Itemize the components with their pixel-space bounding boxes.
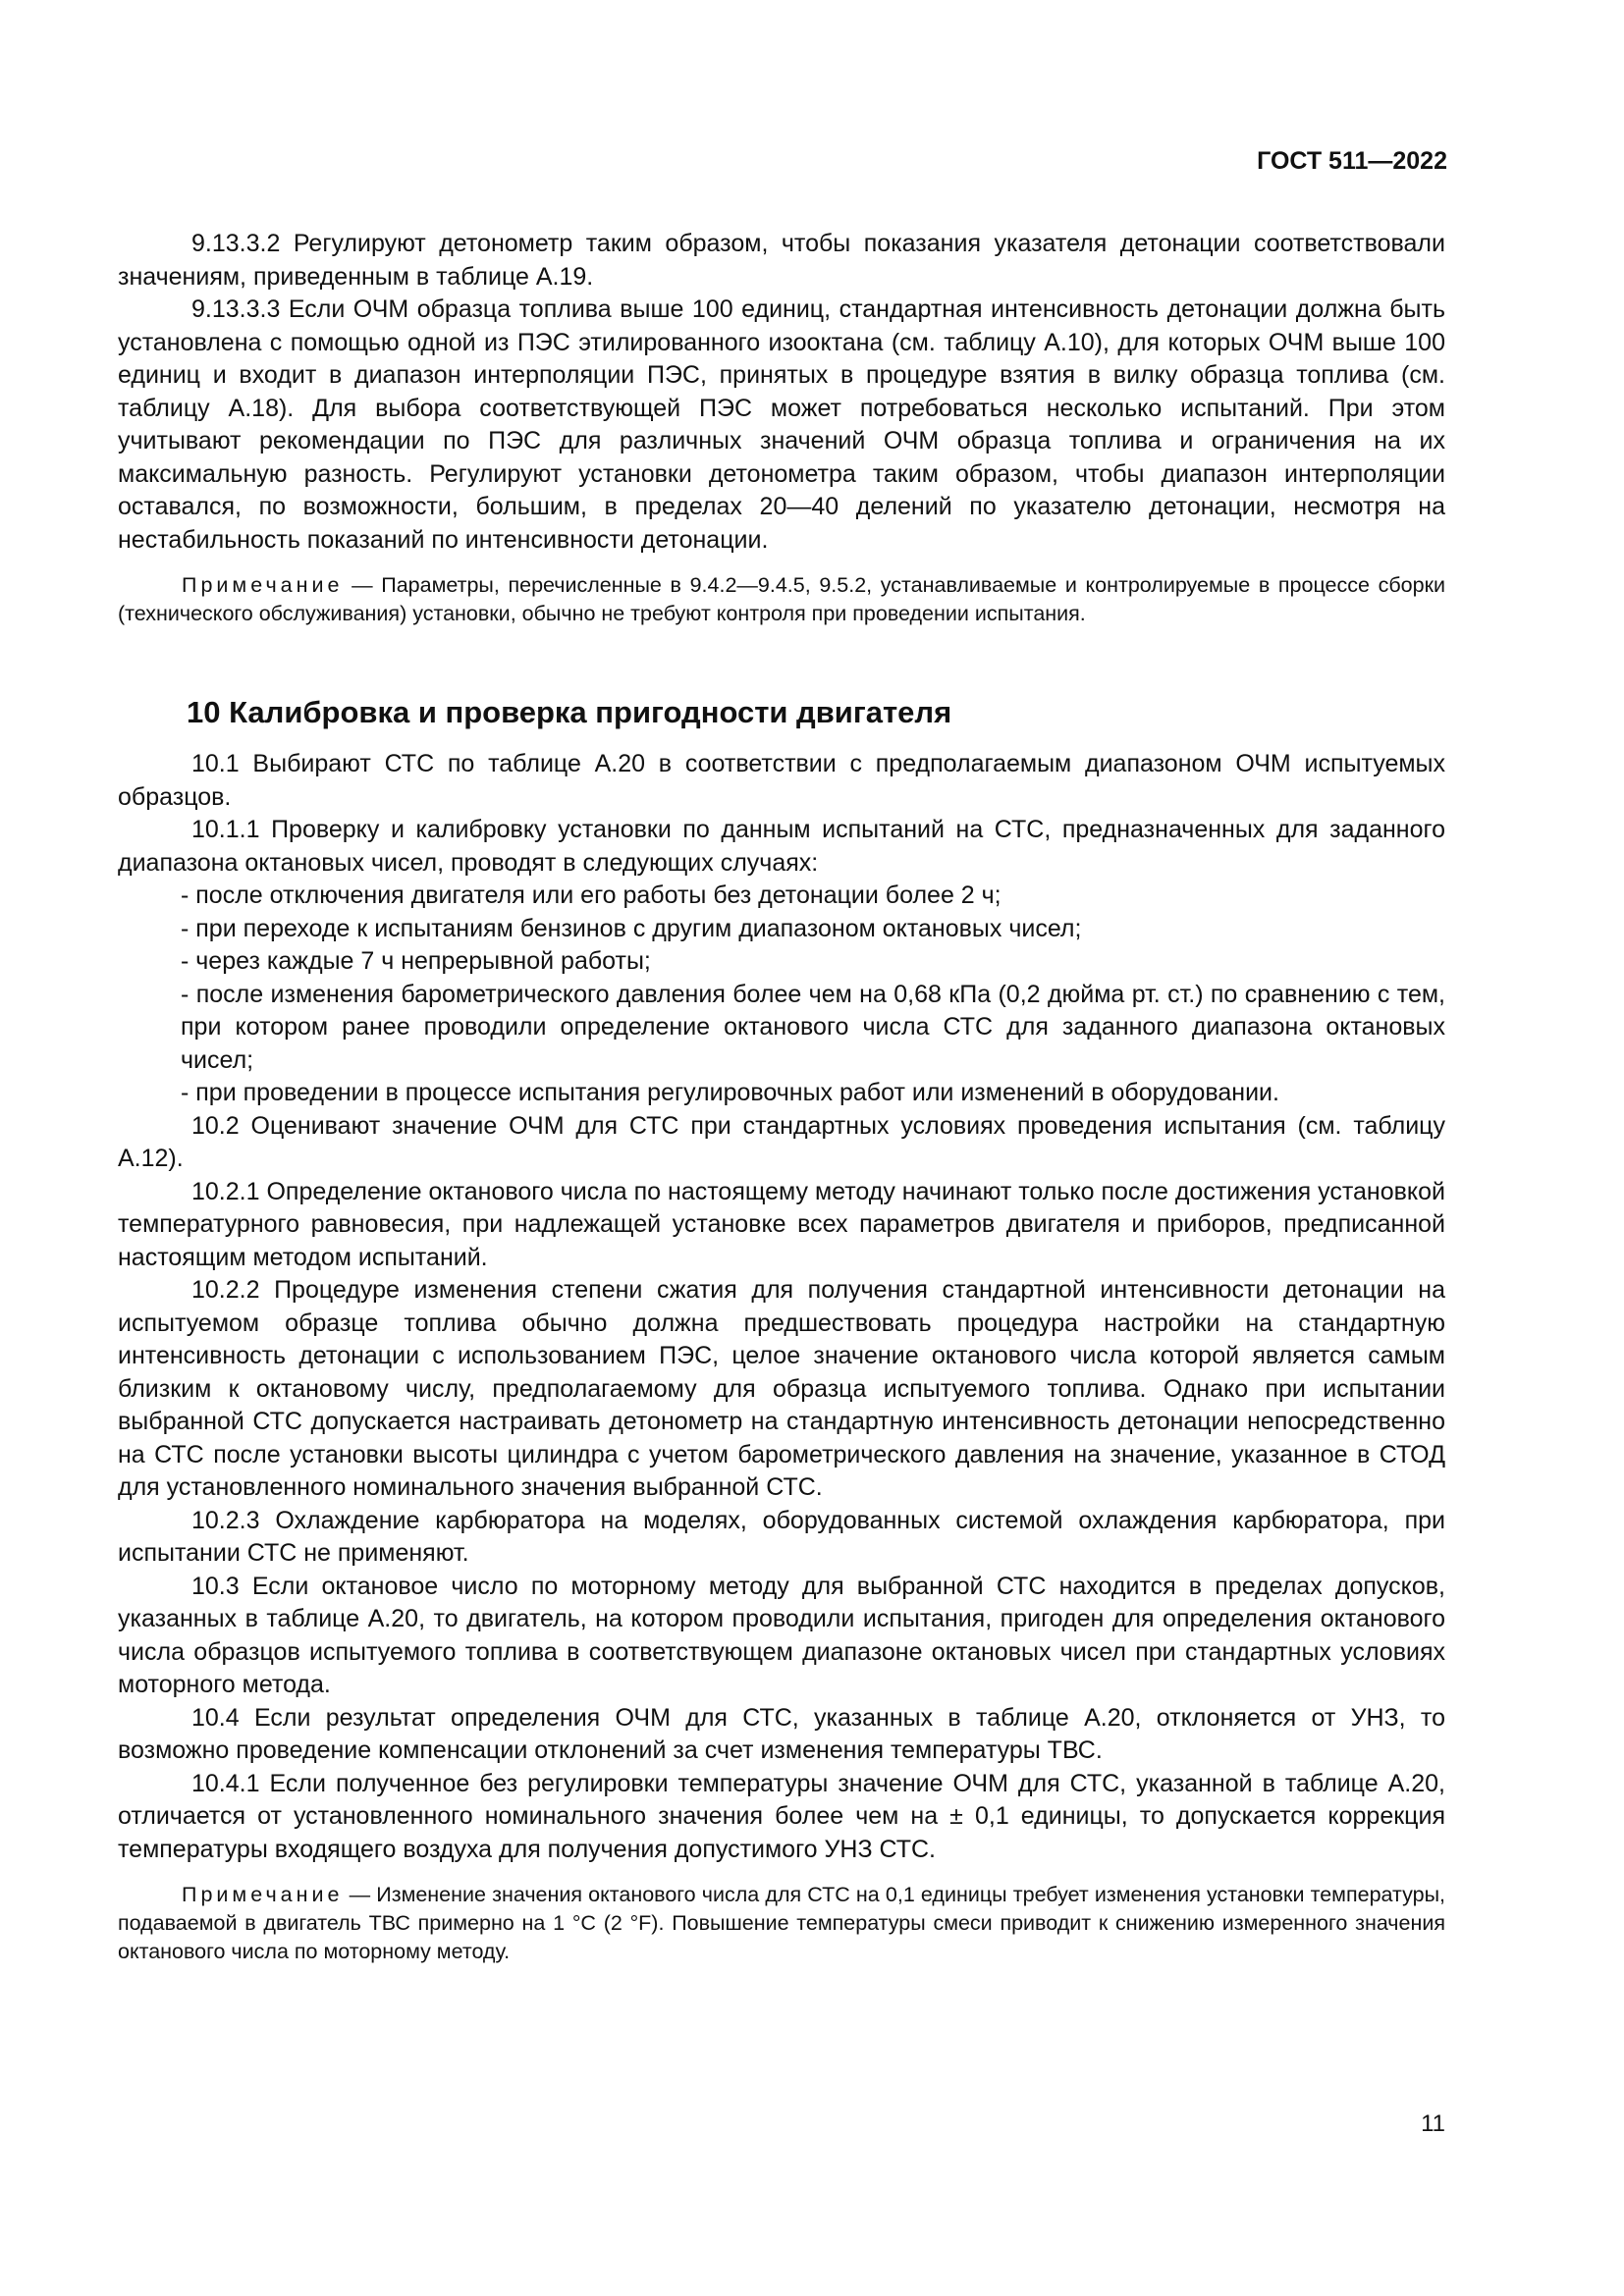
list-item: - при проведении в процессе испытания регулировочных работ или изменений в оборудовании. — [181, 1079, 1279, 1106]
paragraph-10-2-3: 10.2.3 Охлаждение карбюратора на моделях, оборудованных системой охлаждения карбюратора, при испытании СТС не применяют. — [118, 1506, 1445, 1567]
paragraph-10-2-2: 10.2.2 Процедуре изменения степени сжатия для получения стандартной интенсивности детонации на испытуемом образце топлива обычно должна предшествовать процедура настройки на стандартную интенсивность детонации с использованием ПЭС, целое значение октанового числа которой является самым близким к октановому числу, предполагаемому для образца испытуемого топлива. Однако при испытании выбранной СТС допускается настраивать детонометр на стандартную интенсивность детонации непосредственно на СТС после установки высоты цилиндра с учетом барометрического давления на значение, указанное в СТОД для установленного номинального значения выбранной СТС. — [118, 1276, 1445, 1501]
list-item: - через каждые 7 ч непрерывной работы; — [181, 947, 651, 975]
note-text: — Параметры, перечисленные в 9.4.2—9.4.5, 9.5.2, устанавливаемые и контролируемые в процессе сборки (технического обслуживания) установки, обычно не требуют контроля при проведении испытания. — [118, 573, 1445, 625]
list-item: - при переходе к испытаниям бензинов с другим диапазоном октановых чисел; — [181, 914, 1082, 942]
page-number: 11 — [1421, 2110, 1445, 2137]
list-item: - после отключения двигателя или его работы без детонации более 2 ч; — [181, 881, 1001, 909]
paragraph-10-3: 10.3 Если октановое число по моторному методу для выбранной СТС находится в пределах допусков, указанных в таблице А.20, то двигатель, на котором проводили испытания, пригоден для определения октанового числа образцов испытуемого топлива в соответствующем диапазоне октановых чисел при стандартных условиях моторного метода. — [118, 1572, 1445, 1698]
paragraph-10-4-1: 10.4.1 Если полученное без регулировки температуры значение ОЧМ для СТС, указанной в таблице А.20, отличается от установленного номинального значения более чем на ± 0,1 единицы, то допускается коррекция температуры входящего воздуха для получения допустимого УНЗ СТС. — [118, 1769, 1445, 1863]
paragraph-10-1-1: 10.1.1 Проверку и калибровку установки по данным испытаний на СТС, предназначенных для заданного диапазона октановых чисел, проводят в следующих случаях: — [118, 816, 1445, 877]
paragraph-10-2: 10.2 Оценивают значение ОЧМ для СТС при стандартных условиях проведения испытания (см. таблицу А.12). — [118, 1111, 1445, 1172]
list-item: - после изменения барометрического давления более чем на 0,68 кПа (0,2 дюйма рт. ст.) по сравнению с тем, при котором ранее проводили определение октанового числа СТС для заданного диапазона октановых чисел; — [181, 980, 1445, 1074]
paragraph-10-1: 10.1 Выбирают СТС по таблице А.20 в соответствии с предполагаемым диапазоном ОЧМ испытуемых образцов. — [118, 750, 1445, 811]
paragraph-10-2-1: 10.2.1 Определение октанового числа по настоящему методу начинают только после достижения установкой температурного равновесия, при надлежащей установке всех параметров двигателя и приборов, предписанной настоящим методом испытаний. — [118, 1177, 1445, 1271]
section-title: 10 Калибровка и проверка пригодности двигателя — [187, 695, 952, 729]
note-label: Примечание — [182, 1883, 344, 1906]
paragraph-9-13-3-3: 9.13.3.3 Если ОЧМ образца топлива выше 100 единиц, стандартная интенсивность детонации должна быть установлена с помощью одной из ПЭС этилированного изооктана (см. таблицу А.10), для которых ОЧМ выше 100 единиц и входит в диапазон интерполяции ПЭС, принятых в процедуре взятия в вилку образца топлива (см. таблицу А.18). Для выбора соответствующей ПЭС может потребоваться несколько испытаний. При этом учитывают рекомендации по ПЭС для различных значений ОЧМ образца топлива и ограничения на их максимальную разность. Регулируют установки детонометра таким образом, чтобы диапазон интерполяции оставался, по возможности, большим, в пределах 20—40 делений по указателю детонации, несмотря на нестабильность показаний по интенсивности детонации. — [118, 295, 1445, 554]
note-label: Примечание — [182, 573, 344, 597]
note-2 — [118, 1881, 1445, 1966]
note-1 — [118, 571, 1445, 628]
page-content — [118, 228, 1445, 1966]
paragraph-9-13-3-2: 9.13.3.2 Регулируют детонометр таким образом, чтобы показания указателя детонации соответствовали значениям, приведенным в таблице А.19. — [118, 230, 1445, 291]
note-text: — Изменение значения октанового числа для СТС на 0,1 единицы требует изменения установки температуры, подаваемой в двигатель ТВС примерно на 1 °С (2 °F). Повышение температуры смеси приводит к снижению измеренного значения октанового числа по моторному методу. — [118, 1883, 1445, 1963]
page-header: ГОСТ 511—2022 — [1257, 147, 1447, 175]
paragraph-10-4: 10.4 Если результат определения ОЧМ для СТС, указанных в таблице А.20, отклоняется от УНЗ, то возможно проведение компенсации отклонений за счет изменения температуры ТВС. — [118, 1703, 1445, 1764]
